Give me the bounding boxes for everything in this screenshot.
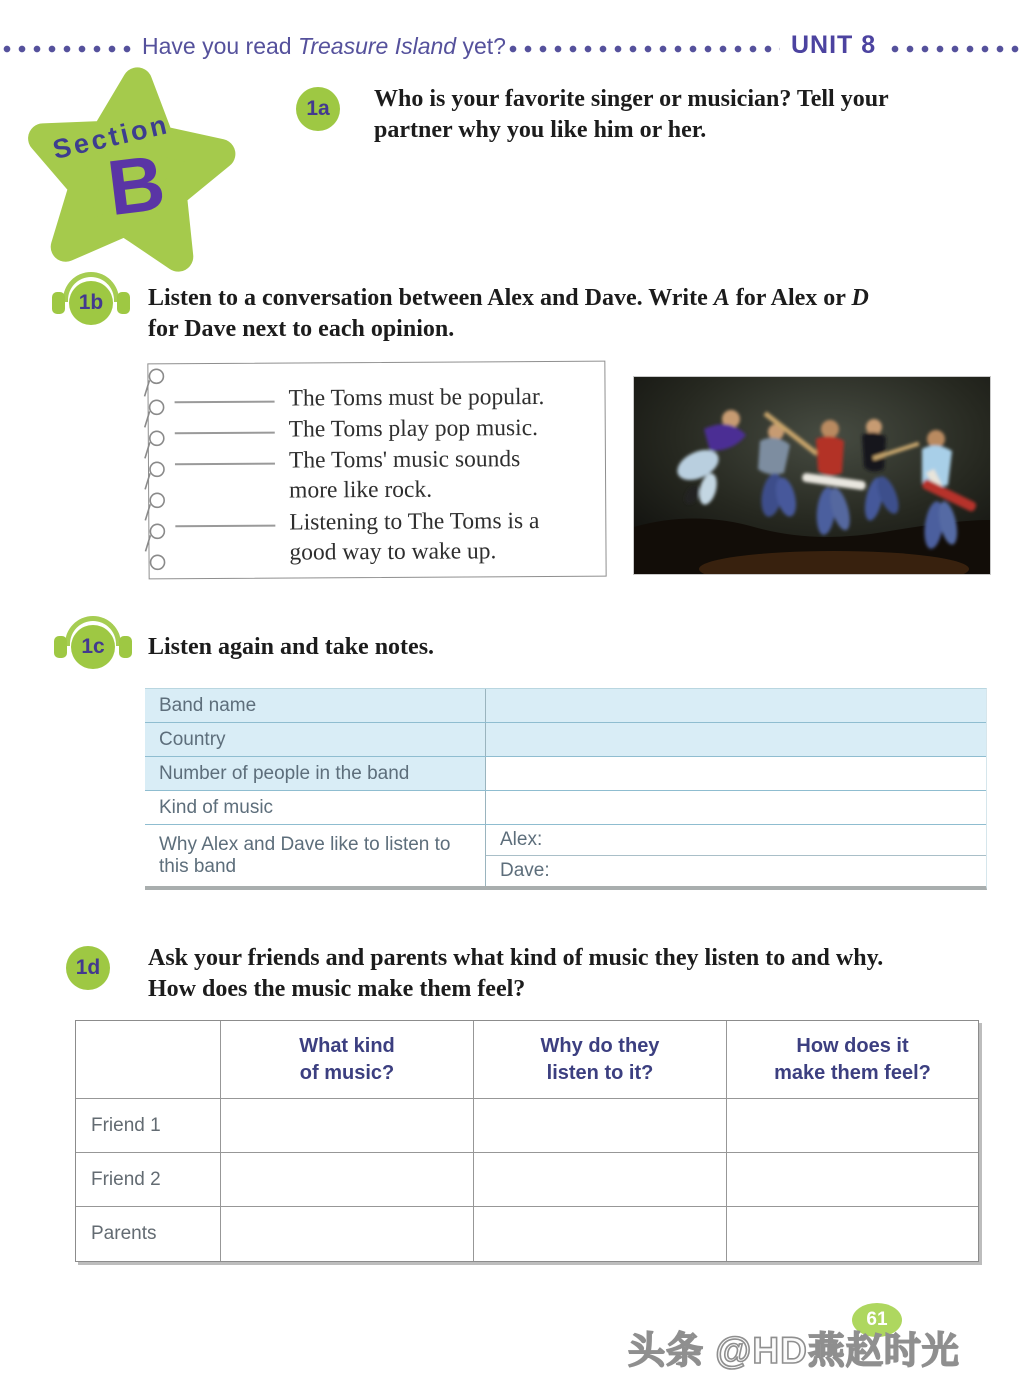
row-label-number-of-people: Number of people in the band (145, 757, 486, 790)
row-label-parents: Parents (76, 1207, 221, 1261)
answer-blank-3[interactable] (175, 445, 275, 466)
opinions-notepad: The Toms must be popular. The Toms play pop music. The Toms' music sounds more like rock. Listening to The Toms is a good way to wake up. (147, 361, 606, 580)
activity-1c-badge (54, 616, 132, 678)
header-dots-left (2, 44, 132, 54)
header-question-pre: Have you read (142, 33, 298, 59)
band-photo (634, 377, 990, 574)
table-row (145, 791, 986, 825)
header-book-title: Treasure Island (297, 33, 457, 59)
answer-cell[interactable] (221, 1153, 474, 1207)
activity-1a-badge-label: 1a (306, 97, 330, 120)
opinion-item: The Toms' music sounds (149, 443, 605, 477)
notes-table (145, 688, 987, 890)
survey-header-kind: What kind of music? (221, 1021, 474, 1099)
spiral-binding-icon (136, 360, 171, 584)
opinion-item: The Toms play pop music. (149, 412, 605, 446)
table-row (145, 723, 986, 757)
section-letter: B (102, 137, 170, 233)
answer-cell[interactable] (474, 1207, 727, 1261)
header-dots-right (890, 44, 1024, 54)
page-number: 61 (866, 1309, 888, 1330)
activity-1c-text: Listen again and take notes. (148, 634, 435, 660)
dave-prompt: Dave: (500, 860, 550, 881)
opinion-item: Listening to The Toms is a (149, 505, 605, 539)
answer-cell-dave[interactable] (486, 856, 986, 886)
activity-1d-text: Ask your friends and parents what kind of music they listen to and why. How does the music make them feel? (148, 945, 884, 1002)
answer-cell[interactable] (474, 1153, 727, 1207)
answer-blank-2[interactable] (175, 414, 275, 435)
alex-prompt: Alex: (500, 829, 543, 850)
activity-1a-badge (296, 87, 340, 131)
headphone-ear-left-icon (54, 636, 67, 658)
answer-cell-country[interactable] (486, 723, 986, 756)
row-label-friend-1: Friend 1 (76, 1099, 221, 1153)
activity-1d-badge-label: 1d (75, 956, 101, 979)
header-question-post: yet? (456, 33, 506, 59)
opinion-item: The Toms must be popular. (148, 381, 604, 415)
survey-header-empty (76, 1021, 221, 1099)
section-word: Section (50, 109, 173, 165)
answer-cell[interactable] (221, 1099, 474, 1153)
answer-cell[interactable] (727, 1099, 978, 1153)
table-row (145, 689, 986, 723)
activity-1a-text: Who is your favorite singer or musician? Tell your partner why you like him or her. (374, 86, 889, 143)
answer-cell[interactable] (474, 1099, 727, 1153)
answer-cell[interactable] (727, 1153, 978, 1207)
activity-1c-badge-label: 1c (71, 625, 115, 669)
survey-header-why: Why do they listen to it? (474, 1021, 727, 1099)
activity-1b-badge-label: 1b (69, 281, 113, 325)
header-dots-middle (508, 44, 780, 54)
headphone-ear-left-icon (52, 292, 65, 314)
unit-label: UNIT 8 (791, 31, 877, 59)
answer-cell-alex[interactable] (486, 825, 986, 856)
activity-1b-badge (52, 272, 130, 334)
table-row (145, 825, 986, 886)
row-label-friend-2: Friend 2 (76, 1153, 221, 1207)
headphone-ear-right-icon (119, 636, 132, 658)
answer-blank-1[interactable] (174, 383, 274, 404)
table-row (145, 757, 986, 791)
row-label-band-name: Band name (145, 689, 486, 722)
activity-1d-badge (66, 946, 110, 990)
answer-cell-band-name[interactable] (486, 689, 986, 722)
survey-table (75, 1020, 979, 1262)
row-label-why-they-like: Why Alex and Dave like to listen to this band (145, 825, 486, 886)
answer-cell[interactable] (727, 1207, 978, 1261)
row-label-kind-of-music: Kind of music (145, 791, 486, 824)
watermark: 头条 @HD燕赵时光 (628, 1330, 960, 1371)
survey-header-feel: How does it make them feel? (727, 1021, 978, 1099)
headphone-ear-right-icon (117, 292, 130, 314)
answer-cell-number-of-people[interactable] (486, 757, 986, 790)
section-star-badge (22, 56, 237, 274)
answer-cell[interactable] (221, 1207, 474, 1261)
row-label-country: Country (145, 723, 486, 756)
answer-blank-4[interactable] (175, 507, 275, 528)
answer-cell-kind-of-music[interactable] (486, 791, 986, 824)
activity-1b-text: Listen to a conversation between Alex and Dave. Write A for Alex or D for Dave next to each opinion. (148, 285, 869, 342)
